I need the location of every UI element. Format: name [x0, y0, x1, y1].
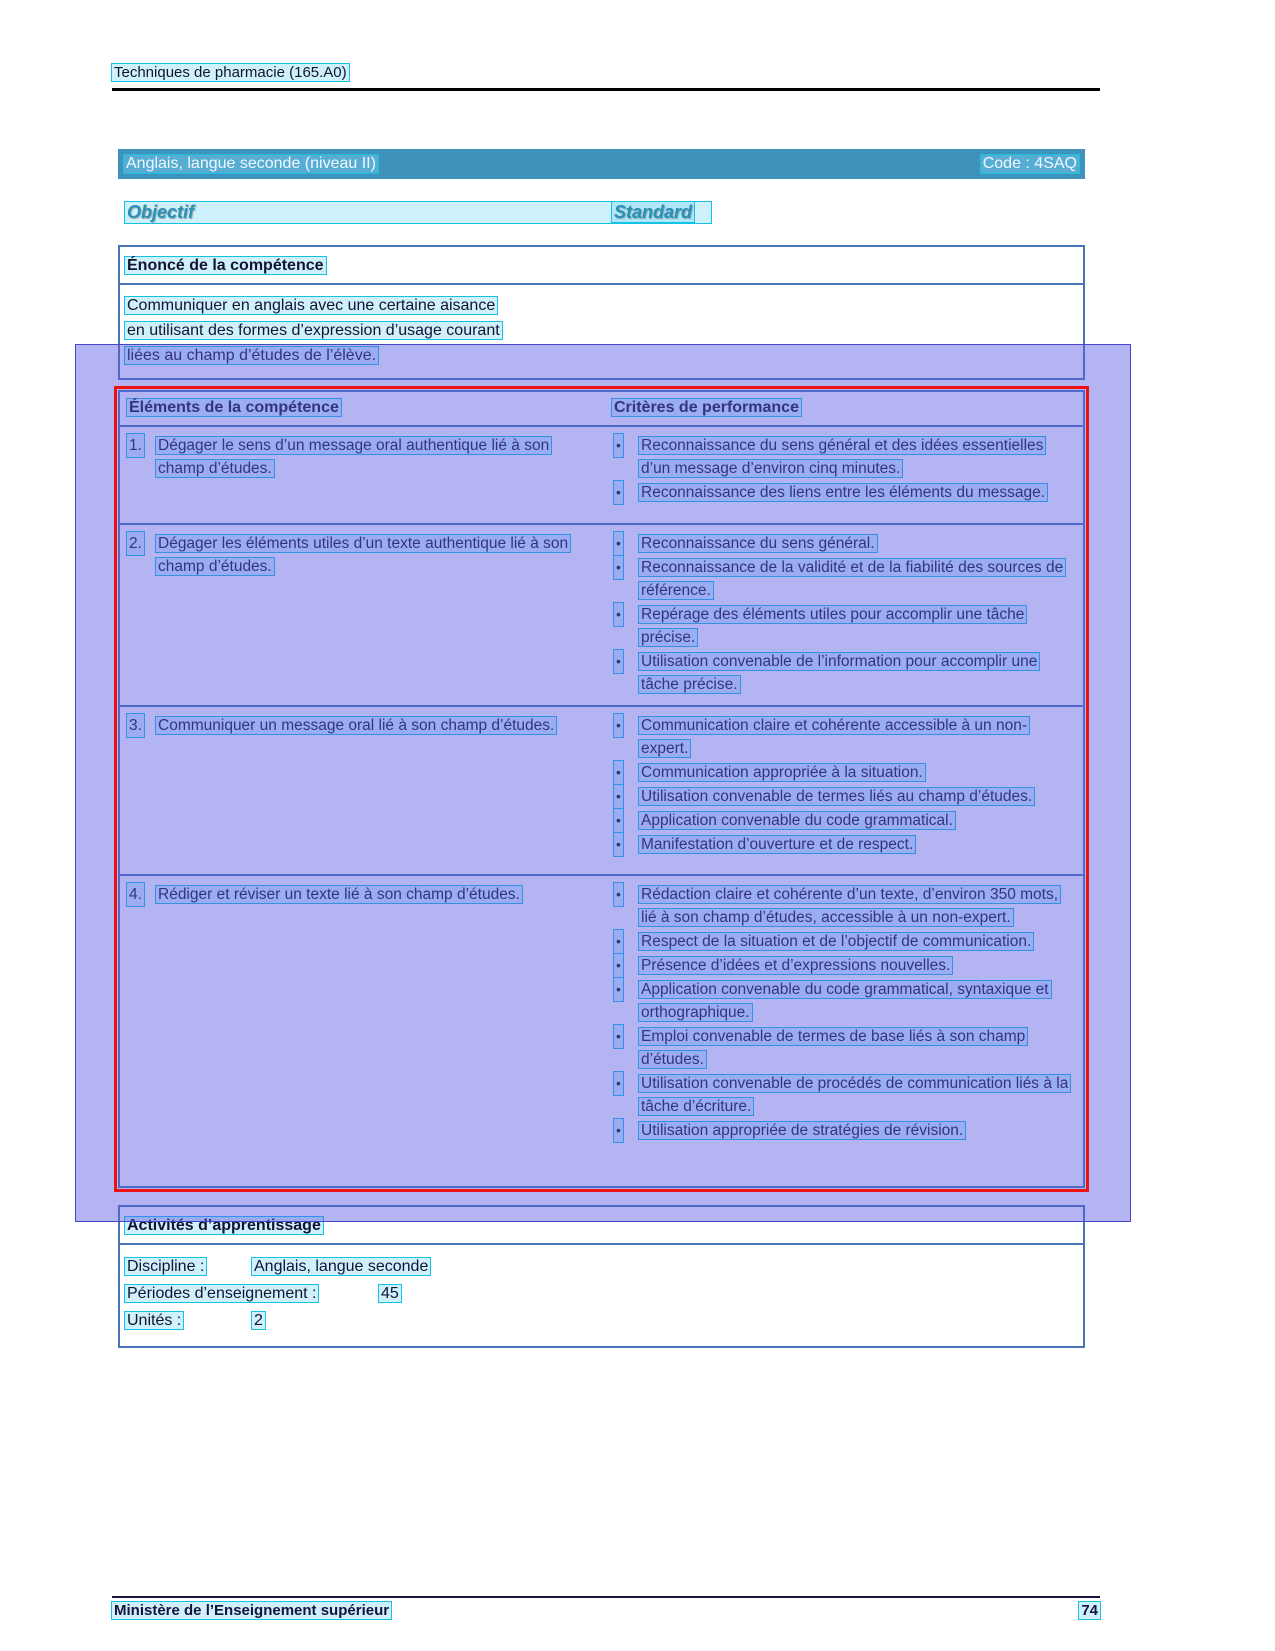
bullet-icon: •: [614, 930, 623, 953]
competence-table: [118, 390, 1085, 1188]
running-header: [112, 64, 349, 81]
criterion: [612, 532, 1075, 555]
bullet-icon: •: [614, 556, 623, 579]
field-value: Anglais, langue seconde: [254, 1258, 429, 1275]
objectif-heading: Objectif: [125, 202, 711, 223]
bullet-icon: •: [614, 714, 623, 737]
row-number: 4.: [127, 883, 144, 906]
activites-title: Activités d’apprentissage: [127, 1217, 321, 1234]
criterion: [612, 603, 1075, 649]
field-unites: [125, 1307, 1078, 1334]
page-number: 74: [1081, 1602, 1098, 1619]
criterion: [612, 1072, 1075, 1118]
standard-heading: Standard: [614, 202, 693, 222]
element-text-wrap: [156, 883, 590, 906]
criterion: [612, 556, 1075, 602]
criterion-text: Reconnaissance des liens entre les éléments du message.: [641, 484, 1046, 501]
criterion: [612, 714, 1075, 760]
element-text: Dégager le sens d’un message oral authentique lié à son champ d’études.: [158, 437, 550, 477]
course-code: Code : 4SAQ: [982, 155, 1077, 172]
bullet-icon: •: [614, 809, 623, 832]
row-number: 3.: [127, 714, 144, 737]
bullet-icon: •: [614, 1025, 623, 1048]
bullet-icon: •: [614, 650, 623, 673]
criterion: [612, 978, 1075, 1024]
element-cell: [120, 427, 602, 523]
element-cell: [120, 525, 602, 705]
table-header-elements: Éléments de la compétence: [129, 399, 339, 416]
enonce-line: Communiquer en anglais avec une certaine aisance: [127, 297, 496, 314]
enonce-line: liées au champ d’études de l’élève.: [127, 347, 377, 364]
enonce-section: [118, 245, 1085, 380]
enonce-line: en utilisant des formes d’expression d’usage courant: [127, 322, 500, 339]
criterion-text: Reconnaissance du sens général.: [641, 535, 875, 552]
criterion-text: Communication appropriée à la situation.: [641, 764, 923, 781]
field-value: 2: [254, 1312, 263, 1329]
bullet-icon: •: [614, 532, 623, 555]
objective-standard-headings: [125, 202, 1085, 230]
criterion-text: Présence d’idées et d’expressions nouvelles.: [641, 957, 951, 974]
field-label: Périodes d’enseignement :: [127, 1285, 317, 1302]
criterion: [612, 954, 1075, 977]
bullet-icon: •: [614, 761, 623, 784]
criterion: [612, 1119, 1075, 1142]
criterion-text: Reconnaissance du sens général et des idées essentielles d’un message d’environ cinq minutes.: [641, 437, 1044, 477]
field-discipline: [125, 1253, 1078, 1280]
element-cell: [120, 876, 602, 1186]
bullet-icon: •: [614, 833, 623, 856]
field-label: Discipline :: [127, 1258, 205, 1275]
element-text-wrap: [156, 532, 590, 578]
footer-rule: [112, 1596, 1100, 1598]
criterion-text: Reconnaissance de la validité et de la fiabilité des sources de référence.: [641, 559, 1064, 599]
criterion-text: Application convenable du code grammatical.: [641, 812, 953, 829]
bullet-icon: •: [614, 481, 623, 504]
criterion-text: Utilisation convenable de termes liés au champ d’études.: [641, 788, 1033, 805]
criterion: [612, 481, 1075, 504]
element-text: Rédiger et réviser un texte lié à son champ d’études.: [158, 886, 520, 903]
criteria-cell: [602, 525, 1083, 705]
criterion: [612, 761, 1075, 784]
criterion: [612, 785, 1075, 808]
criterion: [612, 1025, 1075, 1071]
table-header-row: [120, 392, 1083, 427]
field-value: 45: [381, 1285, 399, 1302]
bullet-icon: •: [614, 978, 623, 1001]
criterion-text: Communication claire et cohérente accessible à un non-expert.: [641, 717, 1027, 757]
criterion-text: Utilisation convenable de l’information pour accomplir une tâche précise.: [641, 653, 1038, 693]
criterion-text: Utilisation appropriée de stratégies de révision.: [641, 1122, 964, 1139]
table-row: [120, 707, 1083, 876]
criterion: [612, 434, 1075, 480]
criterion-text: Emploi convenable de termes de base liés à son champ d’études.: [641, 1028, 1026, 1068]
criteria-cell: [602, 876, 1083, 1186]
bullet-icon: •: [614, 1119, 623, 1142]
bullet-icon: •: [614, 1072, 623, 1095]
bullet-icon: •: [614, 434, 623, 457]
enonce-title: Énoncé de la compétence: [127, 257, 324, 274]
activites-section: [118, 1205, 1085, 1348]
table-header-criteres: Critères de performance: [614, 399, 799, 416]
element-text: Dégager les éléments utiles d’un texte authentique lié à son champ d’études.: [158, 535, 569, 575]
activites-body-box: [118, 1245, 1085, 1348]
field-periodes: [125, 1280, 1078, 1307]
field-label: Unités :: [127, 1312, 182, 1329]
row-number: 2.: [127, 532, 144, 555]
criterion: [612, 809, 1075, 832]
criteria-cell: [602, 707, 1083, 874]
course-title-bar: [118, 149, 1085, 179]
element-text-wrap: [156, 434, 590, 480]
document-title: Techniques de pharmacie (165.A0): [114, 64, 347, 81]
criterion: [612, 650, 1075, 696]
bullet-icon: •: [614, 785, 623, 808]
enonce-body-box: [118, 285, 1085, 380]
bullet-icon: •: [614, 603, 623, 626]
criterion-text: Manifestation d’ouverture et de respect.: [641, 836, 914, 853]
bullet-icon: •: [614, 883, 623, 906]
criterion-text: Repérage des éléments utiles pour accomplir une tâche précise.: [641, 606, 1025, 646]
enonce-title-box: [118, 245, 1085, 285]
table-row: [120, 427, 1083, 525]
criterion: [612, 883, 1075, 929]
competence-table-wrap: [118, 390, 1085, 1188]
criterion-text: Utilisation convenable de procédés de communication liés à la tâche d’écriture.: [641, 1075, 1069, 1115]
criterion-text: Respect de la situation et de l’objectif de communication.: [641, 933, 1032, 950]
criterion: [612, 930, 1075, 953]
table-row: [120, 876, 1083, 1186]
criteria-cell: [602, 427, 1083, 523]
activites-title-box: [118, 1205, 1085, 1245]
criterion-text: Rédaction claire et cohérente d’un texte, d’environ 350 mots, lié à son champ d’études, accessible à un non-expert.: [641, 886, 1059, 926]
course-title: Anglais, langue seconde (niveau II): [126, 155, 376, 172]
bullet-icon: •: [614, 954, 623, 977]
row-number: 1.: [127, 434, 144, 457]
criterion-text: Application convenable du code grammatical, syntaxique et orthographique.: [641, 981, 1049, 1021]
page-footer: [112, 1602, 1100, 1619]
footer-text: Ministère de l’Enseignement supérieur: [114, 1602, 390, 1619]
header-rule: [112, 88, 1100, 91]
element-cell: [120, 707, 602, 874]
element-text: Communiquer un message oral lié à son champ d’études.: [158, 717, 555, 734]
element-text-wrap: [156, 714, 590, 737]
table-row: [120, 525, 1083, 707]
criterion: [612, 833, 1075, 856]
